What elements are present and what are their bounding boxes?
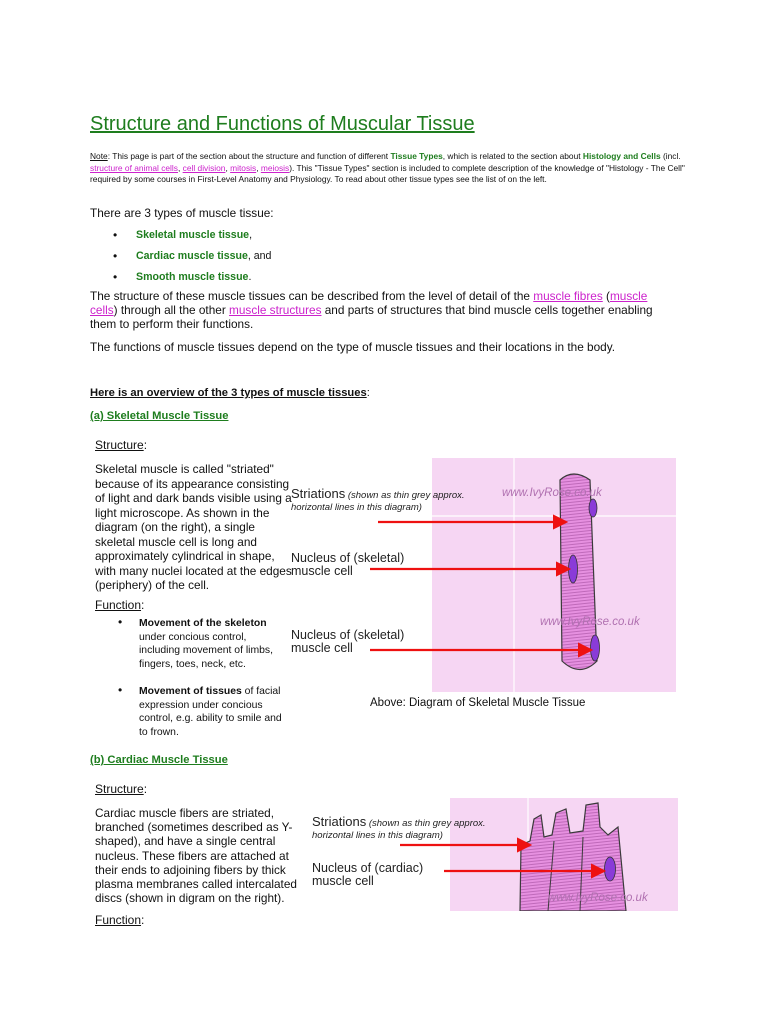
watermark: www.IvyRose.co.uk	[502, 487, 602, 499]
mitosis-link[interactable]: mitosis	[230, 162, 257, 173]
bullet-icon: •	[118, 615, 123, 629]
functions-paragraph: The functions of muscle tissues depend on the type of muscle tissues and their locations in the body.	[90, 340, 616, 354]
nucleus-shape	[569, 555, 578, 583]
tissue-types-link[interactable]: Tissue Types	[390, 151, 443, 161]
nucleus-shape	[589, 499, 597, 517]
animal-cells-link[interactable]: structure of animal cells	[90, 162, 178, 173]
cardiac-heading: (b) Cardiac Muscle Tissue	[90, 754, 228, 766]
note-paragraph: Note: This page is part of the section about the structure and function of different Tissue Types, which is related to the section about Histology and Cells (incl. structure of animal cells, cell division, mitosis, meiosis). This "Tissue Types" section is included to complete description of the knowledge of "Histology - The Cell" required by some courses in First-Level Anatomy and Physiology. To read about other tissue types see the list of on the left.	[90, 151, 685, 184]
skeletal-structure-label: Structure:	[95, 438, 148, 452]
cardiac-structure-label: Structure:	[95, 782, 148, 796]
cell-division-link[interactable]: cell division	[182, 162, 226, 173]
skeletal-link[interactable]: Skeletal muscle tissue	[136, 229, 250, 241]
note-label: Note	[90, 151, 108, 161]
muscle-structures-link[interactable]: muscle structures	[229, 303, 322, 318]
nucleus-shape	[591, 635, 600, 661]
page-title: Structure and Functions of Muscular Tissue	[90, 113, 475, 135]
overview-heading: Here is an overview of the 3 types of muscle tissues:	[90, 387, 370, 399]
striations-label: Striations (shown as thin grey approx. horizontal lines in this diagram)	[312, 814, 486, 841]
striations-label: Striations (shown as thin grey approx. horizontal lines in this diagram)	[291, 486, 465, 513]
nucleus-label: Nucleus of (skeletal) muscle cell	[291, 551, 405, 578]
nucleus-shape	[605, 857, 616, 881]
watermark: www.IvyRose.co.uk	[540, 616, 640, 628]
structure-paragraph: The structure of these muscle tissues can be described from the level of detail of the muscle fibres (muscle cells) through all the other muscle structures and parts of structures that bind muscle cells together enabling them to perform their functions.	[90, 289, 653, 332]
watermark: www.IvyRose.co.uk	[548, 892, 648, 904]
skeletal-function-item: • Movement of the skeleton under concious control, including movement of limbs, fingers, toes, neck, etc.	[118, 615, 273, 670]
cardiac-function-label: Function:	[95, 913, 145, 927]
cardiac-link[interactable]: Cardiac muscle tissue	[136, 250, 248, 262]
skeletal-function-label: Function:	[95, 598, 145, 612]
meiosis-link[interactable]: meiosis	[260, 162, 290, 173]
muscle-fibres-link[interactable]: muscle fibres	[533, 289, 603, 303]
smooth-link[interactable]: Smooth muscle tissue	[136, 271, 249, 283]
bullet-icon: •	[118, 683, 123, 697]
bullet-icon: •	[113, 249, 118, 263]
intro-text: There are 3 types of muscle tissue:	[90, 206, 274, 220]
skeletal-structure-text: Skeletal muscle is called "striated" because of its appearance consisting of light and dark bands visible using a light microscope. As shown in the diagram (on the right), a single skeletal muscle cell is long and approximately cylindrical in shape, with many nuclei located at the edges (periphery) of the cell.	[95, 462, 292, 592]
muscle-cells-link[interactable]: muscle cells	[90, 289, 648, 318]
bullet-icon: •	[113, 228, 118, 242]
diagram-caption: Above: Diagram of Skeletal Muscle Tissue	[370, 697, 586, 709]
nucleus-label: Nucleus of (skeletal) muscle cell	[291, 628, 405, 655]
histology-link[interactable]: Histology and Cells	[582, 151, 661, 161]
skeletal-heading: (a) Skeletal Muscle Tissue	[90, 410, 229, 422]
skeletal-function-item: • Movement of tissues of facial expression under concious control, e.g. ability to smile and to frown.	[118, 683, 282, 738]
cardiac-structure-text: Cardiac muscle fibers are striated, branched (sometimes described as Y-shaped), and have a single central nucleus. These fibers are attached at their ends to adjoining fibers by thick plasma membranes called intercalated discs (shown in digram on the right).	[95, 806, 297, 906]
nucleus-label: Nucleus of (cardiac) muscle cell	[312, 861, 424, 888]
bullet-icon: •	[113, 270, 118, 284]
